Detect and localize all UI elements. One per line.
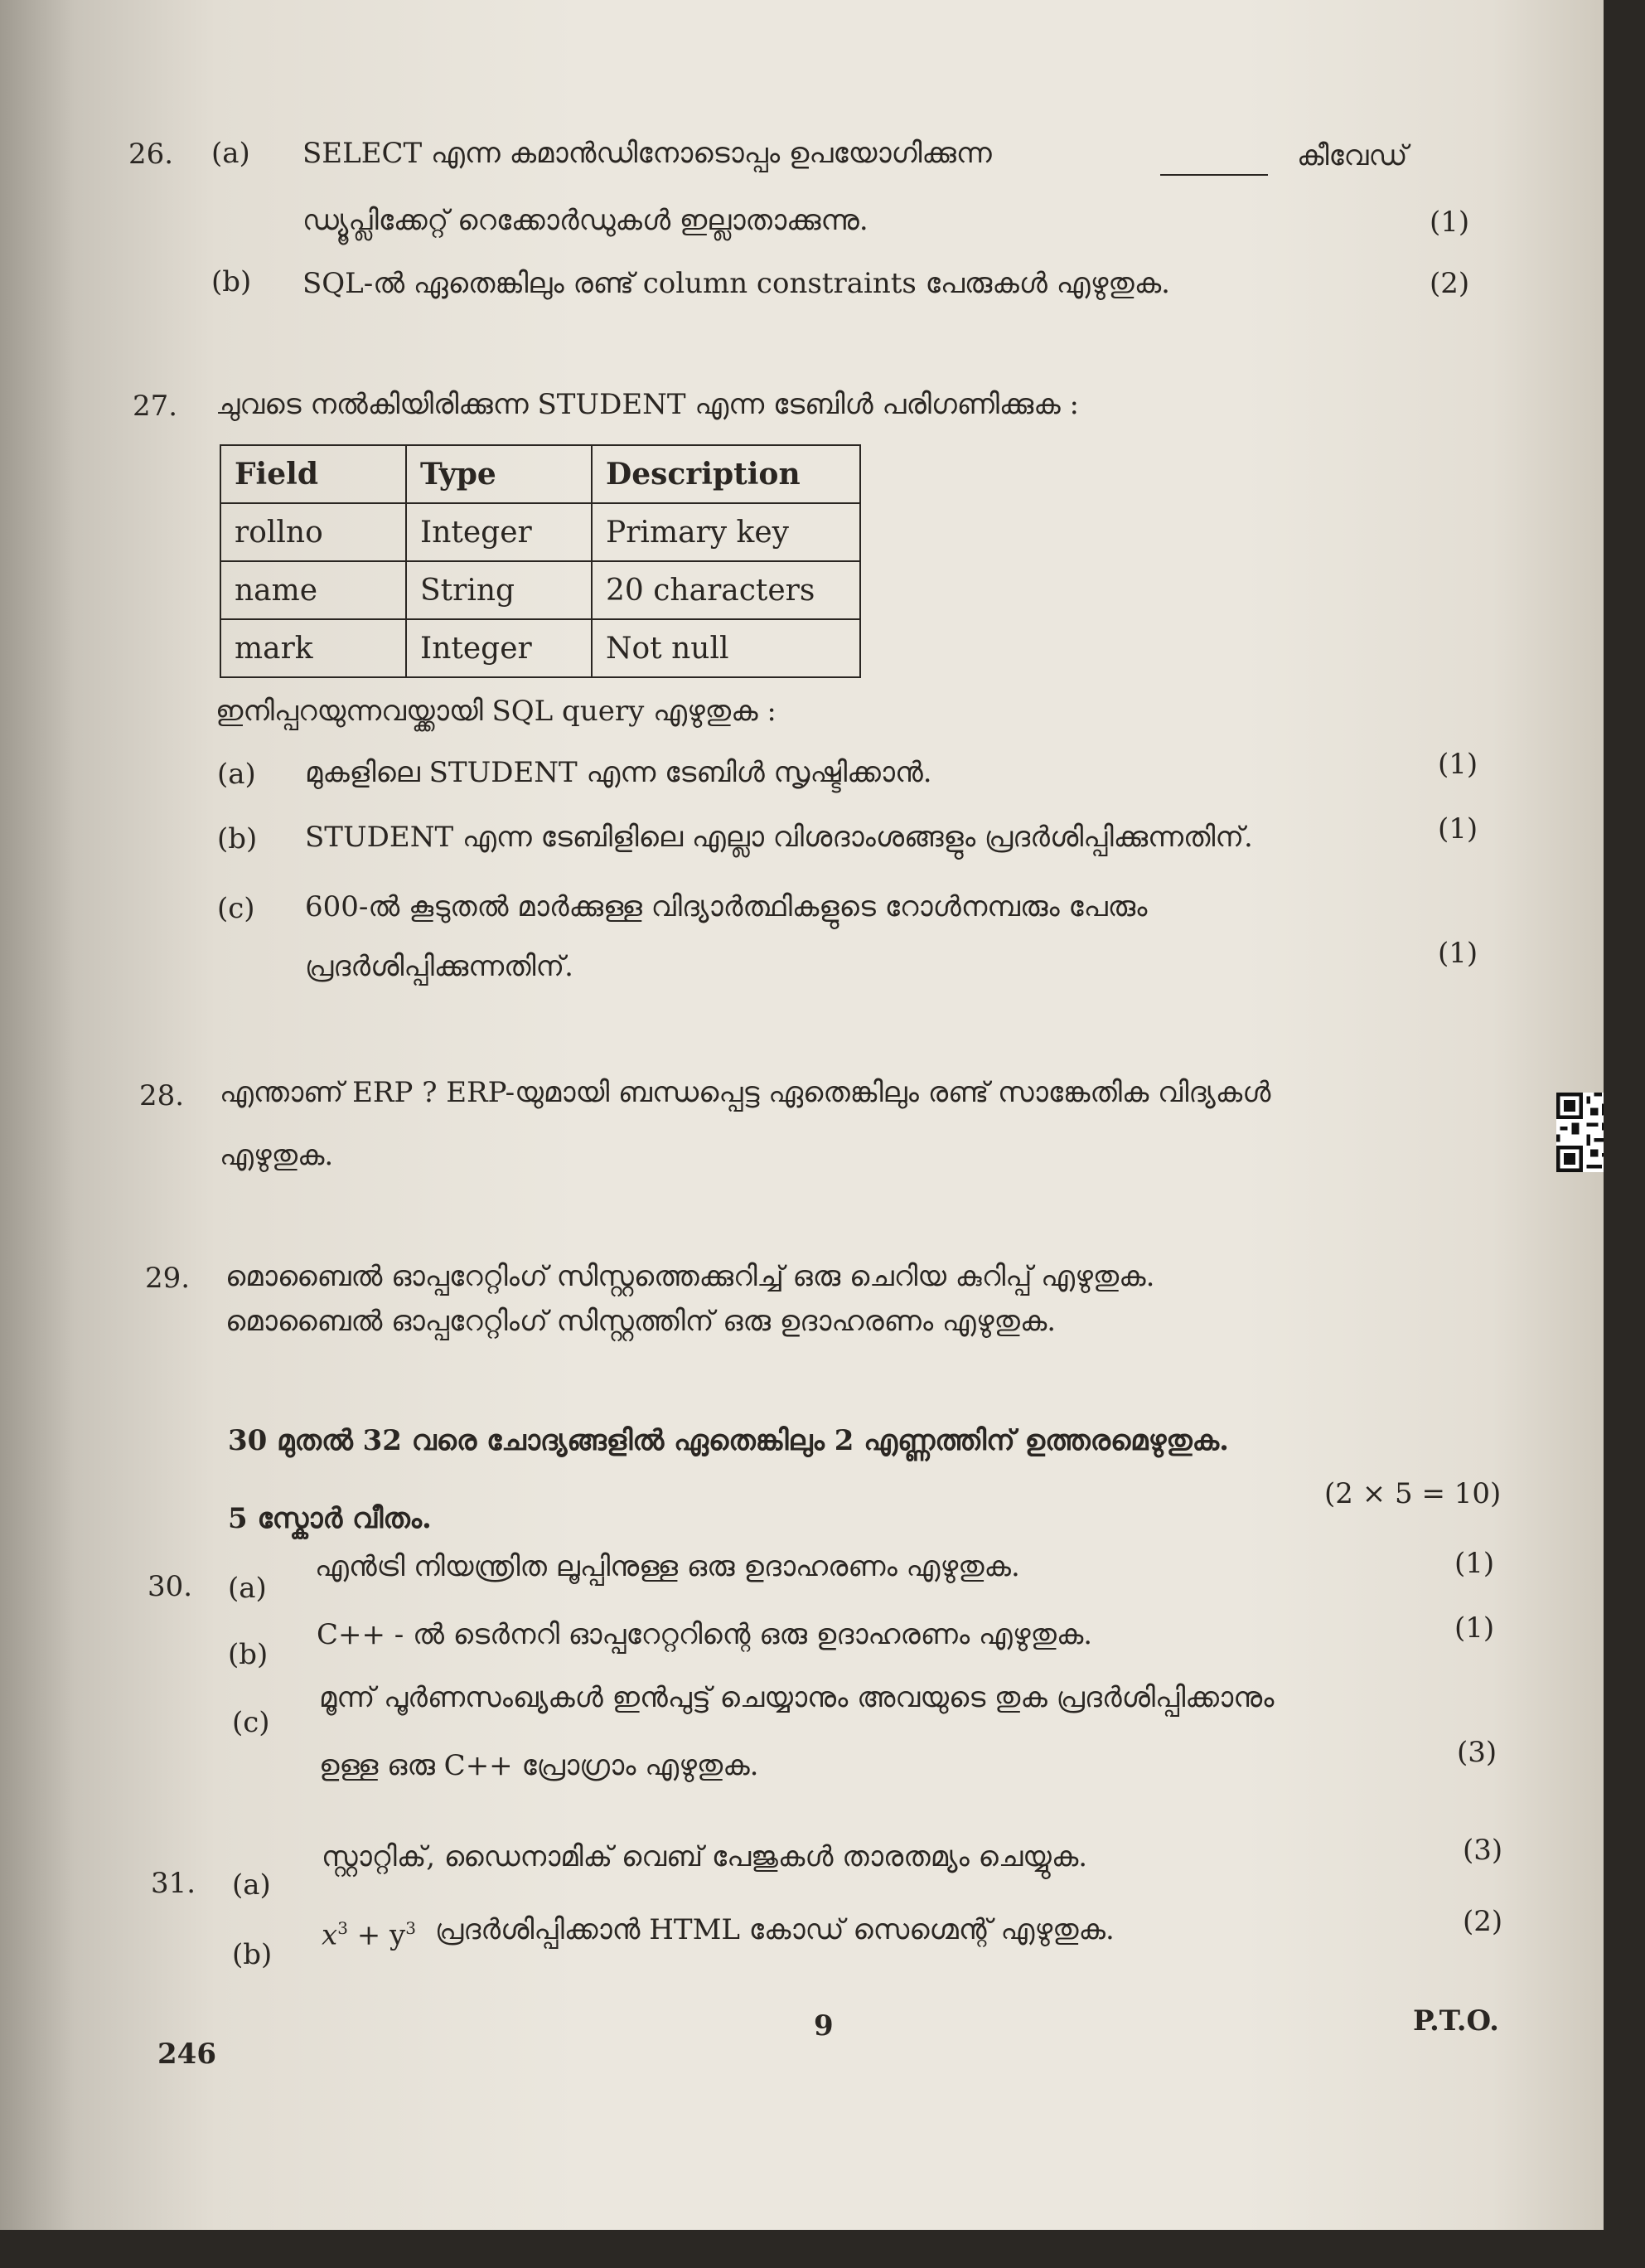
- q30b-label: (b): [228, 1638, 269, 1671]
- q27c-line1: 600-ൽ കൂടുതൽ മാർക്കുള്ള വിദ്യാർത്ഥികളുടെ റോൾനമ്പരും പേരും: [305, 890, 1148, 923]
- q30c-line1: മൂന്ന് പൂർണസംഖ്യകൾ ഇൻപുട്ട് ചെയ്യാനും അവയുടെ തുക പ്രദർശിപ്പിക്കാനും: [319, 1681, 1275, 1714]
- section-instruction: 30 മുതൽ 32 വരെ ചോദ്യങ്ങളിൽ ഏതെങ്കിലും 2 എണ്ണത്തിന് ഉത്തരമെഴുതുക.: [228, 1424, 1229, 1457]
- q31b-marks: (2): [1463, 1905, 1503, 1938]
- q30a-text: എൻട്രി നിയന്ത്രിത ലൂപ്പിനുള്ള ഒരു ഉദാഹരണം എഴുതുക.: [315, 1550, 1020, 1583]
- paper-code: 246: [157, 2038, 216, 2071]
- q26b-label: (b): [211, 265, 252, 298]
- q31-number: 31.: [151, 1867, 196, 1900]
- q27-query-intro: ഇനിപ്പറയുന്നവയ്ക്കായി SQL query എഴുതുക :: [215, 695, 777, 728]
- table-cell: 20 characters: [592, 561, 860, 619]
- table-cell: rollno: [220, 503, 406, 561]
- table-header-cell: Description: [592, 445, 860, 503]
- q27-intro: ചുവടെ നൽകിയിരിക്കുന്ന STUDENT എന്ന ടേബിൾ പരിഗണിക്കുക :: [215, 388, 1079, 421]
- q30b-marks: (1): [1454, 1611, 1495, 1645]
- qr-code-icon: [1556, 1093, 1604, 1172]
- q30c-line2: ഉള്ള ഒരു C++ പ്രോഗ്രാം എഴുതുക.: [319, 1749, 759, 1782]
- table-cell: mark: [220, 619, 406, 677]
- q30a-label: (a): [228, 1572, 267, 1605]
- q26a-line1: SELECT എന്ന കമാൻഡിനോടൊപ്പം ഉപയോഗിക്കുന്ന: [302, 137, 992, 170]
- section-score: 5 സ്കോർ വീതം.: [228, 1502, 432, 1535]
- pto-label: P.T.O.: [1413, 2004, 1499, 2038]
- table-row: [220, 561, 860, 619]
- q26b-marks: (2): [1430, 267, 1470, 300]
- table-cell: Integer: [406, 503, 592, 561]
- q30-number: 30.: [148, 1570, 193, 1603]
- q27c-line2: പ്രദർശിപ്പിക്കുന്നതിന്.: [305, 950, 573, 983]
- q30a-marks: (1): [1454, 1547, 1495, 1580]
- table-cell: String: [406, 561, 592, 619]
- q31b-label: (b): [232, 1938, 273, 1971]
- table-row: [220, 619, 860, 677]
- table-cell: Primary key: [592, 503, 860, 561]
- q26a-line2: ഡ്യൂപ്ലിക്കേറ്റ് റെക്കോർഡുകൾ ഇല്ലാതാക്കുന്നു.: [302, 204, 868, 237]
- q31b-expression: $x^3 + y^3$: [322, 1918, 416, 1952]
- q30b-text: C++ - ൽ ടെർനറി ഓപ്പറേറ്ററിന്റെ ഒരു ഉദാഹരണം എഴുതുക.: [317, 1618, 1093, 1651]
- section-marks: (2 × 5 = 10): [1324, 1477, 1502, 1510]
- q31a-label: (a): [232, 1868, 271, 1902]
- q28-number: 28.: [139, 1079, 185, 1112]
- q26b-text: SQL-ൽ ഏതെങ്കിലും രണ്ട് column constraints പേരുകൾ എഴുതുക.: [302, 267, 1170, 300]
- table-cell: Not null: [592, 619, 860, 677]
- q27c-marks: (1): [1438, 937, 1478, 970]
- table-cell: Integer: [406, 619, 592, 677]
- q29-line1: മൊബൈൽ ഓപ്പറേറ്റിംഗ് സിസ്റ്റത്തെക്കുറിച്ച് ഒരു ചെറിയ കുറിപ്പ് എഴുതുക.: [225, 1260, 1155, 1293]
- q28-line1: എന്താണ് ERP ? ERP-യുമായി ബന്ധപ്പെട്ട ഏതെങ്കിലും രണ്ട് സാങ്കേതിക വിദ്യകൾ: [220, 1076, 1271, 1109]
- q28-line2: എഴുതുക.: [220, 1139, 334, 1172]
- page-number: 9: [814, 2009, 834, 2043]
- q27a-label: (a): [217, 758, 256, 791]
- q30c-marks: (3): [1457, 1736, 1497, 1769]
- q27c-label: (c): [217, 892, 255, 925]
- table-header-cell: Field: [220, 445, 406, 503]
- student-table: [220, 444, 861, 678]
- q26-number: 26.: [128, 138, 174, 171]
- table-row: [220, 503, 860, 561]
- q27b-label: (b): [217, 822, 258, 855]
- q26a-blank: [1160, 149, 1268, 176]
- q26a-marks: (1): [1430, 206, 1470, 239]
- q26a-line1-end: കീവേഡ്: [1297, 139, 1408, 172]
- q27b-marks: (1): [1438, 812, 1478, 846]
- table-cell: name: [220, 561, 406, 619]
- q31a-text: സ്റ്റാറ്റിക്, ഡൈനാമിക് വെബ് പേജുകൾ താരതമ്യം ചെയ്യുക.: [322, 1840, 1088, 1873]
- q27-number: 27.: [133, 390, 178, 423]
- q27b-text: STUDENT എന്ന ടേബിളിലെ എല്ലാ വിശദാംശങ്ങളും പ്രദർശിപ്പിക്കുന്നതിന്.: [305, 821, 1253, 854]
- q31b-text: പ്രദർശിപ്പിക്കാൻ HTML കോഡ് സെഗ്മെന്റ് എഴുതുക.: [435, 1913, 1115, 1946]
- q29-number: 29.: [145, 1262, 191, 1295]
- q27a-text: മുകളിലെ STUDENT എന്ന ടേബിൾ സൃഷ്ടിക്കാൻ.: [305, 756, 932, 789]
- table-header-row: [220, 445, 860, 503]
- q30c-label: (c): [232, 1706, 270, 1739]
- q27a-marks: (1): [1438, 748, 1478, 781]
- table-header-cell: Type: [406, 445, 592, 503]
- q31a-marks: (3): [1463, 1834, 1503, 1867]
- q29-line2: മൊബൈൽ ഓപ്പറേറ്റിംഗ് സിസ്റ്റത്തിന് ഒരു ഉദാഹരണം എഴുതുക.: [225, 1305, 1057, 1338]
- q26a-label: (a): [211, 137, 250, 170]
